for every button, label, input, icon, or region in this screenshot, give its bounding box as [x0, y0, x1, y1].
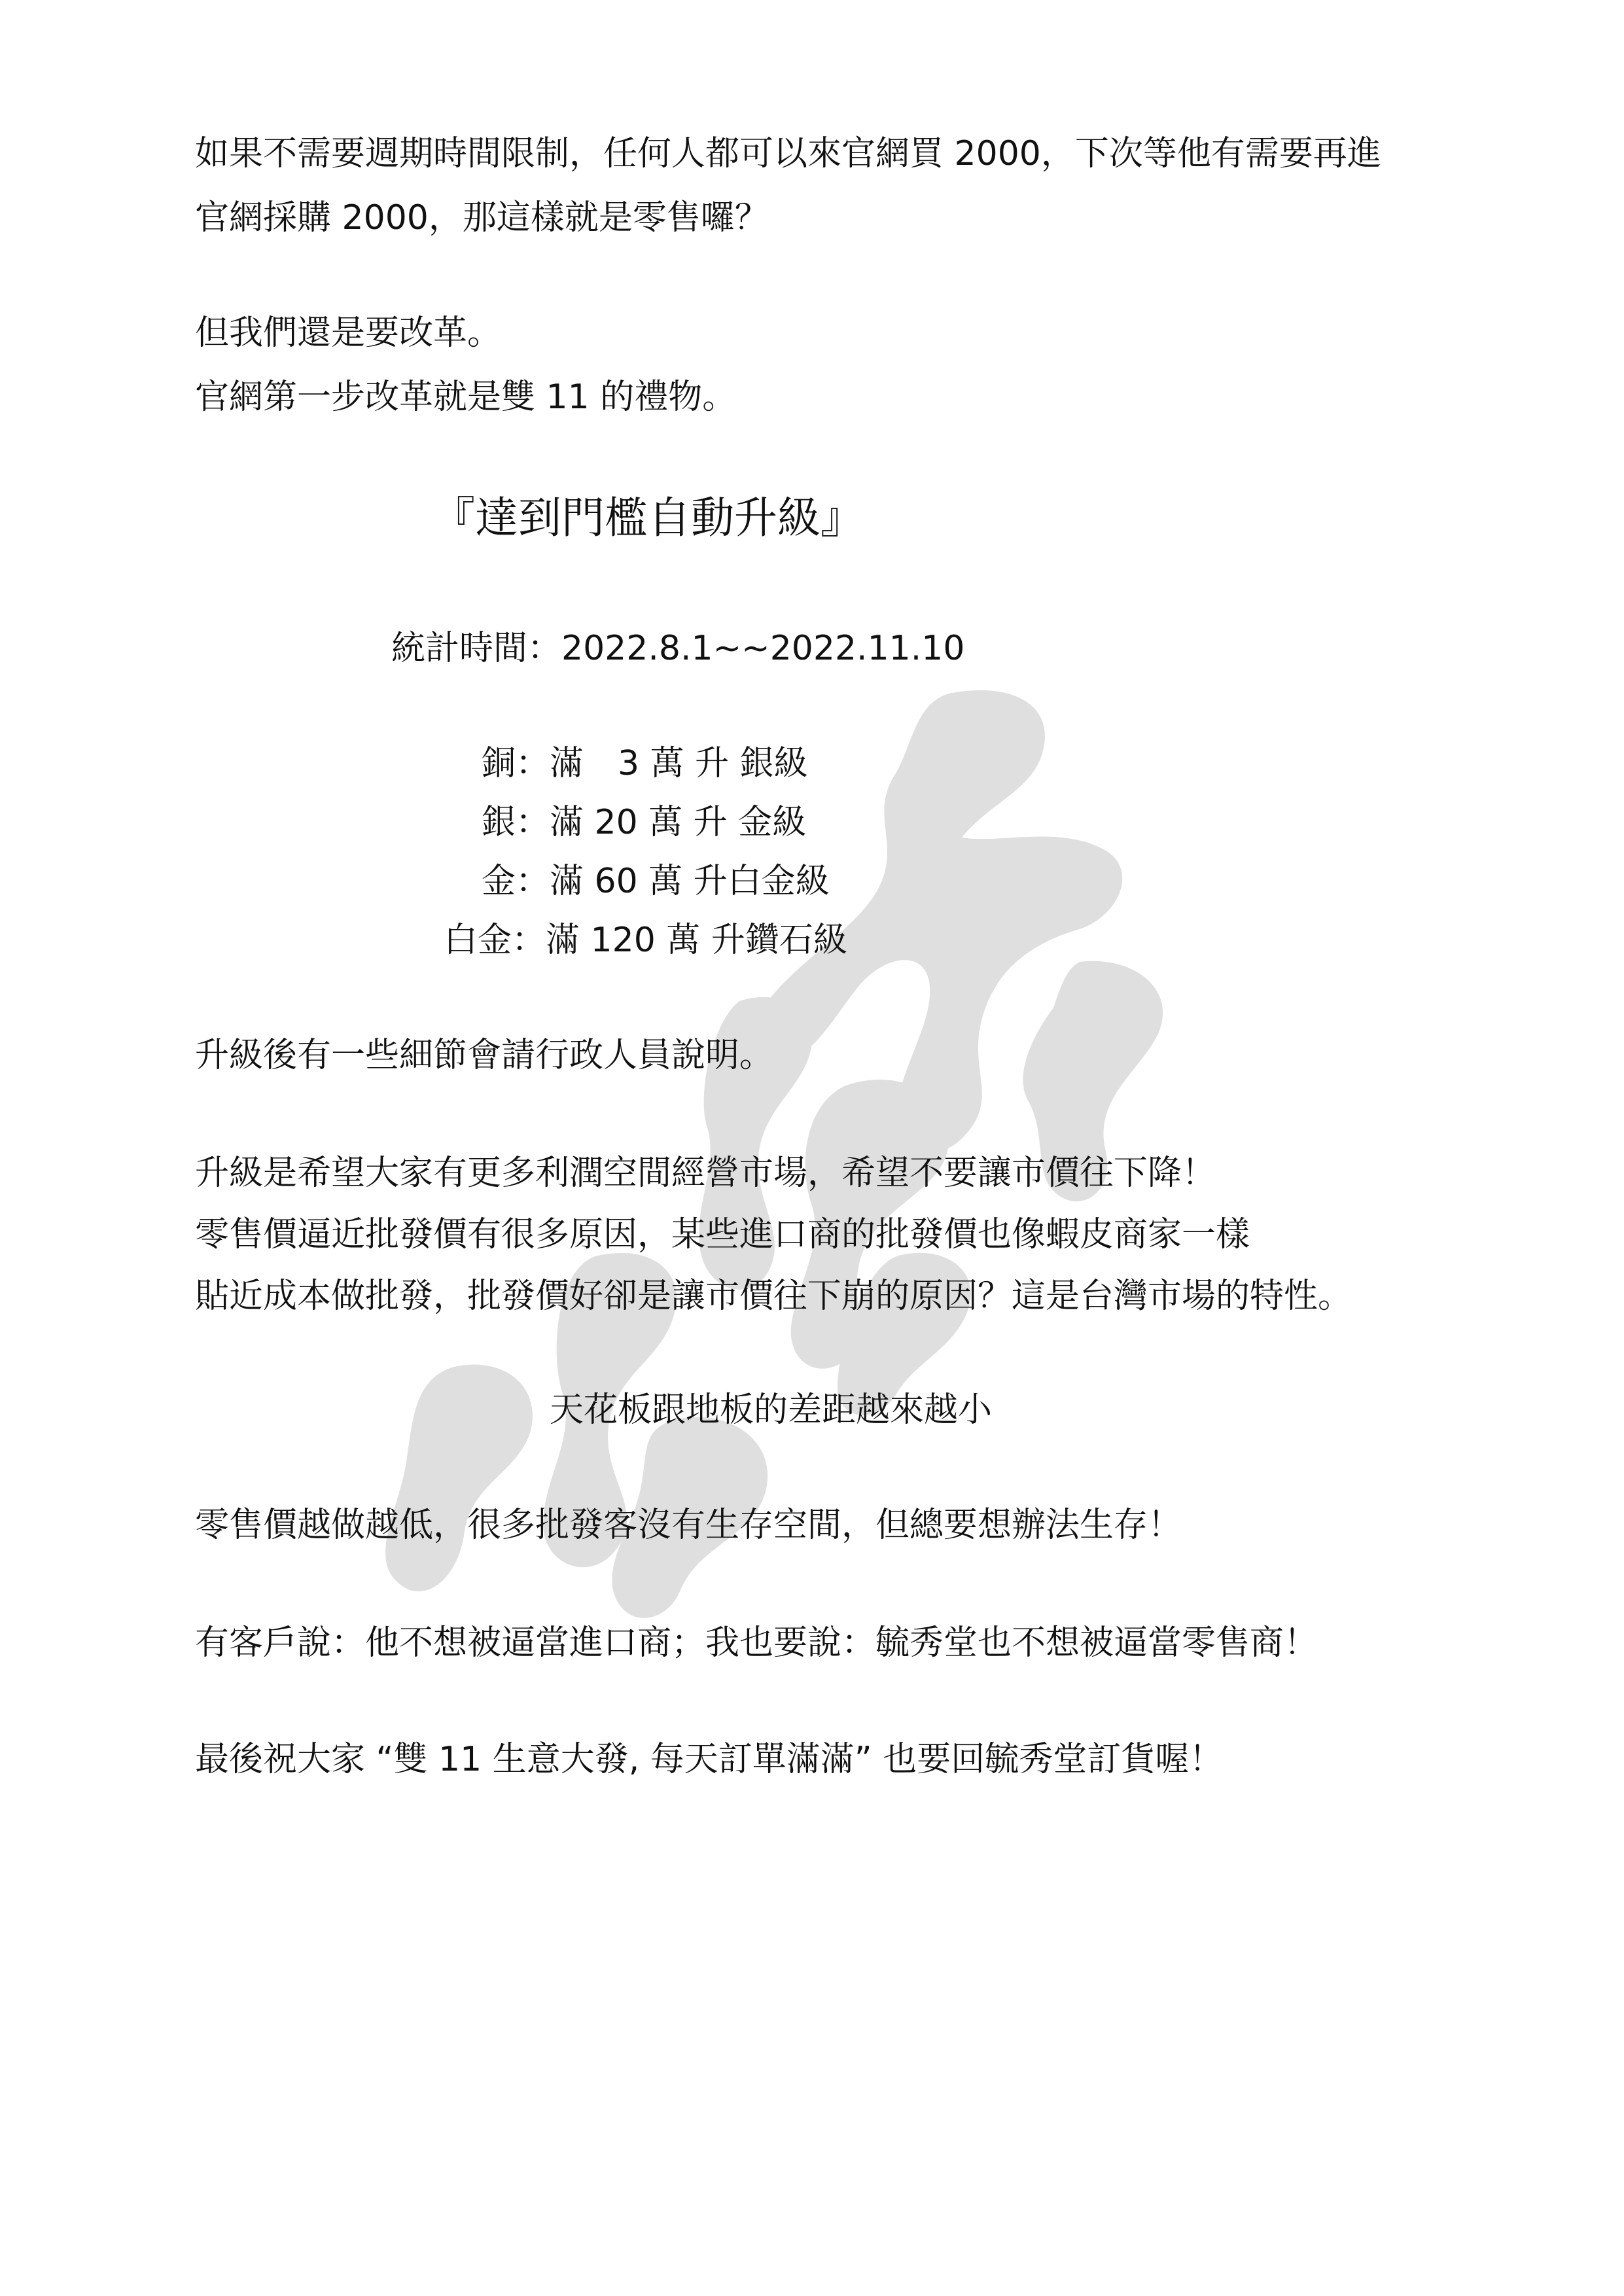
upgrade-title: 『達到門檻自動升級』 — [432, 493, 864, 543]
tier-platinum: 白金：滿 120 萬 升鑽石級 — [444, 921, 847, 960]
customer-statement: 有客戶說：他不想被逼當進口商；我也要說：毓秀堂也不想被逼當零售商！ — [195, 1623, 1318, 1663]
survive-statement: 零售價越做越低，很多批發客沒有生存空間，但總要想辦法生存！ — [195, 1506, 1182, 1545]
reform-line-1: 但我們還是要改革。 — [195, 313, 502, 353]
tier-silver: 銀：滿 20 萬 升 金級 — [482, 803, 807, 842]
upgrade-note: 升級後有一些細節會請行政人員說明。 — [195, 1036, 774, 1075]
reason-line-3: 貼近成本做批發，批發價好卻是讓市價往下崩的原因？這是台灣市場的特性。 — [195, 1277, 1352, 1316]
reason-line-1: 升級是希望大家有更多利潤空間經營市場，希望不要讓市價往下降！ — [195, 1154, 1216, 1193]
intro-line-1: 如果不需要週期時間限制，任何人都可以來官網買 2000，下次等他有需要再進 — [195, 134, 1381, 173]
stat-period: 統計時間：2022.8.1~~2022.11.10 — [391, 629, 965, 668]
reform-line-2: 官網第一步改革就是雙 11 的禮物。 — [195, 378, 737, 417]
reason-line-2: 零售價逼近批發價有很多原因，某些進口商的批發價也像蝦皮商家一樣 — [195, 1215, 1250, 1254]
tier-gold: 金：滿 60 萬 升白金級 — [482, 862, 830, 901]
intro-line-2: 官網採購 2000，那這樣就是零售囉？ — [195, 198, 769, 238]
closing-statement: 最後祝大家 “雙 11 生意大發, 每天訂單滿滿” 也要回毓秀堂訂貨喔！ — [195, 1740, 1224, 1779]
tier-bronze: 銅：滿 3 萬 升 銀級 — [482, 744, 808, 783]
gap-statement: 天花板跟地板的差距越來越小 — [550, 1390, 993, 1430]
